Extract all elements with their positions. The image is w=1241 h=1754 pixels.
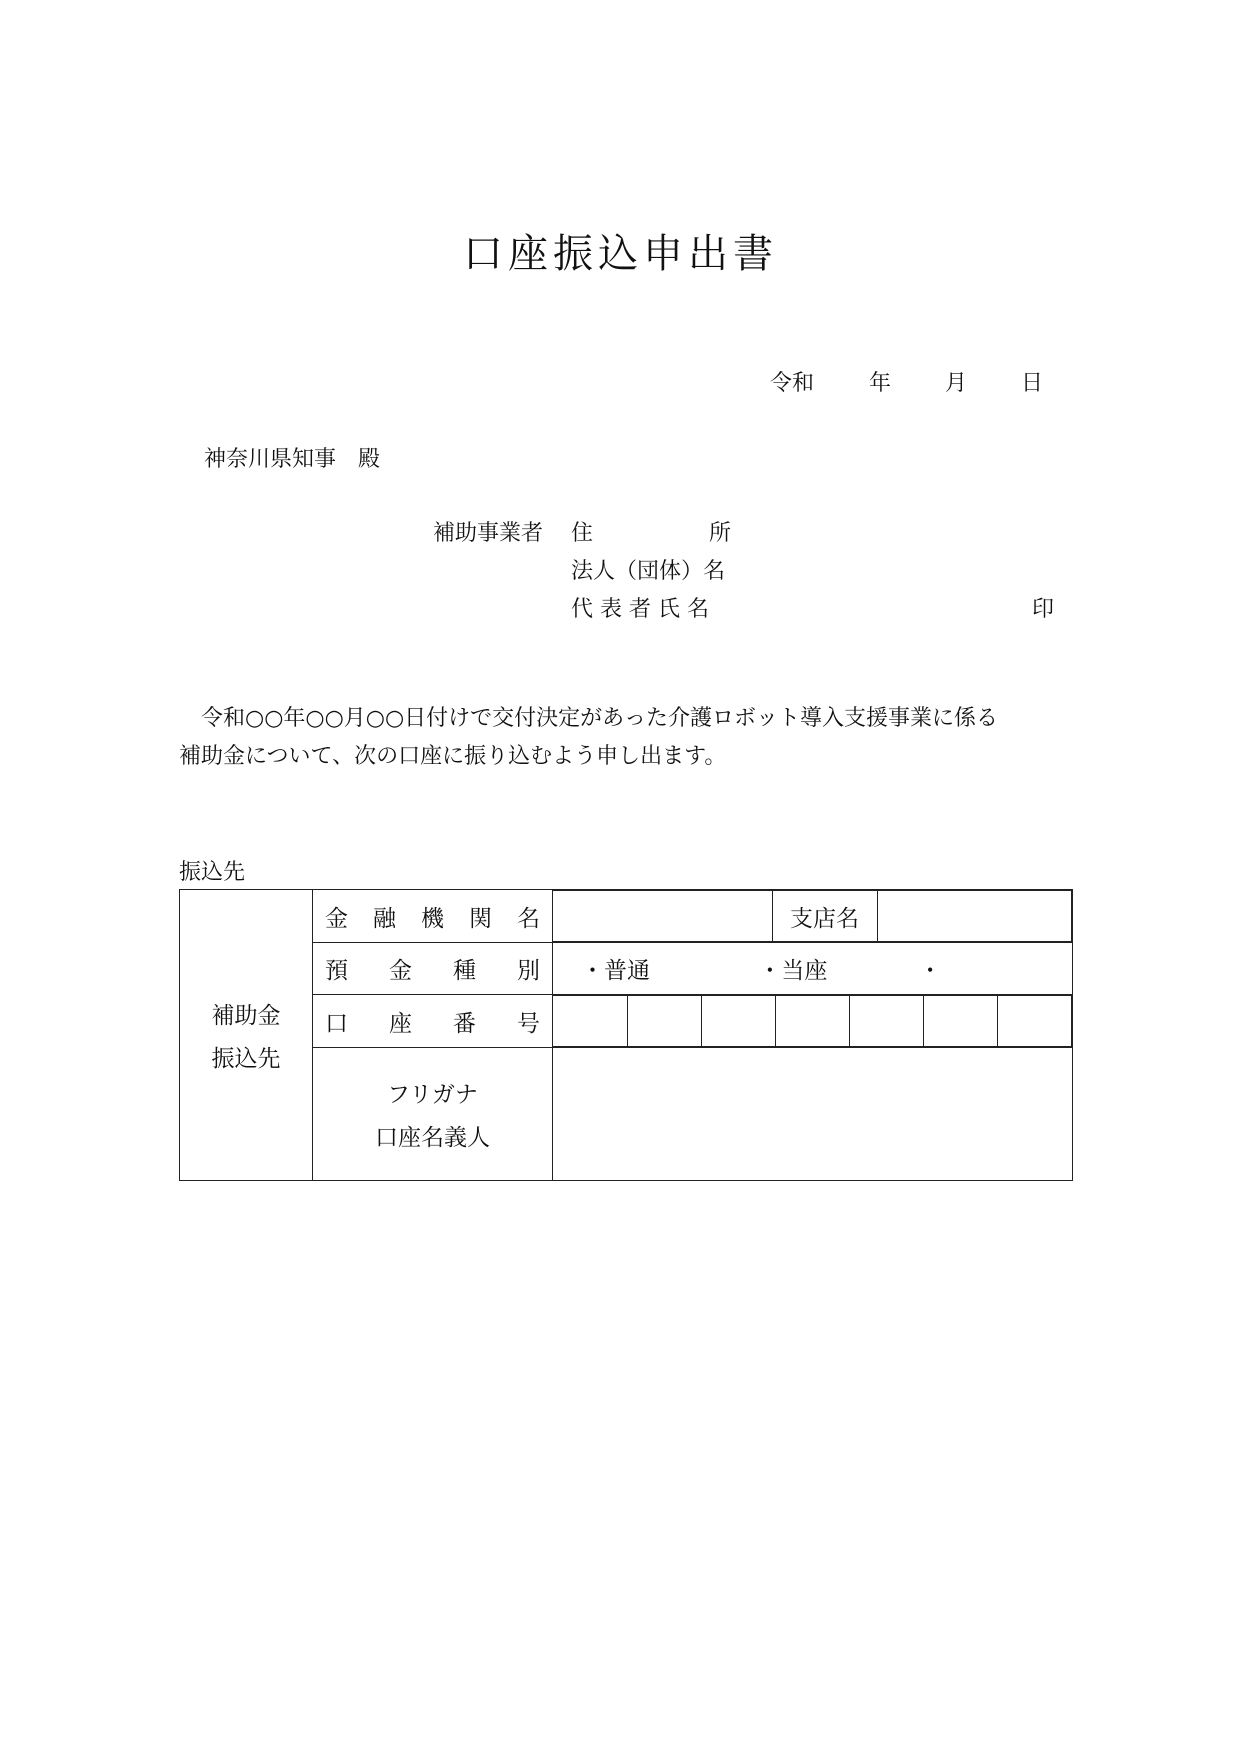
furigana-label: フリガナ: [387, 1082, 478, 1108]
account-digit-box[interactable]: [701, 996, 775, 1047]
address-label-2: 所: [709, 521, 732, 546]
deposit-option-ordinary[interactable]: ・普通: [581, 958, 650, 984]
transfer-heading: 振込先: [179, 860, 246, 885]
side-label-cell: [180, 890, 313, 1181]
date-era: 令和: [770, 371, 815, 396]
body-line-2: 補助金について、次の口座に振り込むよう申し出ます。: [179, 744, 727, 769]
body-line-1: 令和○○年○○月○○日付けで交付決定があった介護ロボット導入支援事業に係る: [201, 706, 998, 731]
account-holder-field[interactable]: [553, 1048, 1073, 1181]
recipient: 神奈川県知事 殿: [204, 447, 381, 472]
account-digit-box[interactable]: [849, 996, 923, 1047]
corp-name-label: 法人（団体）名: [571, 559, 726, 584]
branch-name-label: 支店名: [772, 891, 877, 942]
account-holder-label: 口座名義人: [375, 1125, 490, 1151]
body-paragraph: [179, 700, 998, 776]
deposit-type-label: 預金種別: [313, 943, 553, 995]
side-label-1: 補助金: [211, 1003, 281, 1029]
account-digit-box[interactable]: [923, 996, 997, 1047]
deposit-option-current[interactable]: ・当座: [758, 958, 828, 984]
account-digit-box[interactable]: [627, 996, 701, 1047]
holder-label-cell: [313, 1048, 553, 1181]
date-year-unit: 年: [869, 371, 892, 396]
account-number-label: 口座番号: [313, 995, 553, 1048]
bank-name-label: 金融機関名: [313, 890, 553, 943]
bank-name-field[interactable]: [553, 891, 772, 942]
account-digit-box[interactable]: [775, 996, 849, 1047]
date-day-unit: 日: [1021, 371, 1044, 396]
account-digit-box[interactable]: [553, 996, 627, 1047]
branch-name-field[interactable]: [877, 891, 1072, 942]
page-title: 口座振込申出書: [463, 231, 778, 277]
address-label-1: 住: [571, 521, 594, 546]
deposit-option-other[interactable]: ・: [918, 958, 942, 984]
applicant-label: 補助事業者: [433, 521, 544, 546]
side-label-2: 振込先: [211, 1046, 281, 1072]
representative-label: 代表者氏名: [571, 597, 717, 622]
date-month-unit: 月: [945, 371, 968, 396]
deposit-type-options: [553, 943, 1073, 995]
transfer-table: [179, 889, 1073, 1181]
account-digit-box[interactable]: [997, 996, 1071, 1047]
seal-mark: 印: [1032, 597, 1055, 622]
account-number-boxes: [553, 995, 1073, 1048]
bank-row-values: [553, 890, 1073, 943]
